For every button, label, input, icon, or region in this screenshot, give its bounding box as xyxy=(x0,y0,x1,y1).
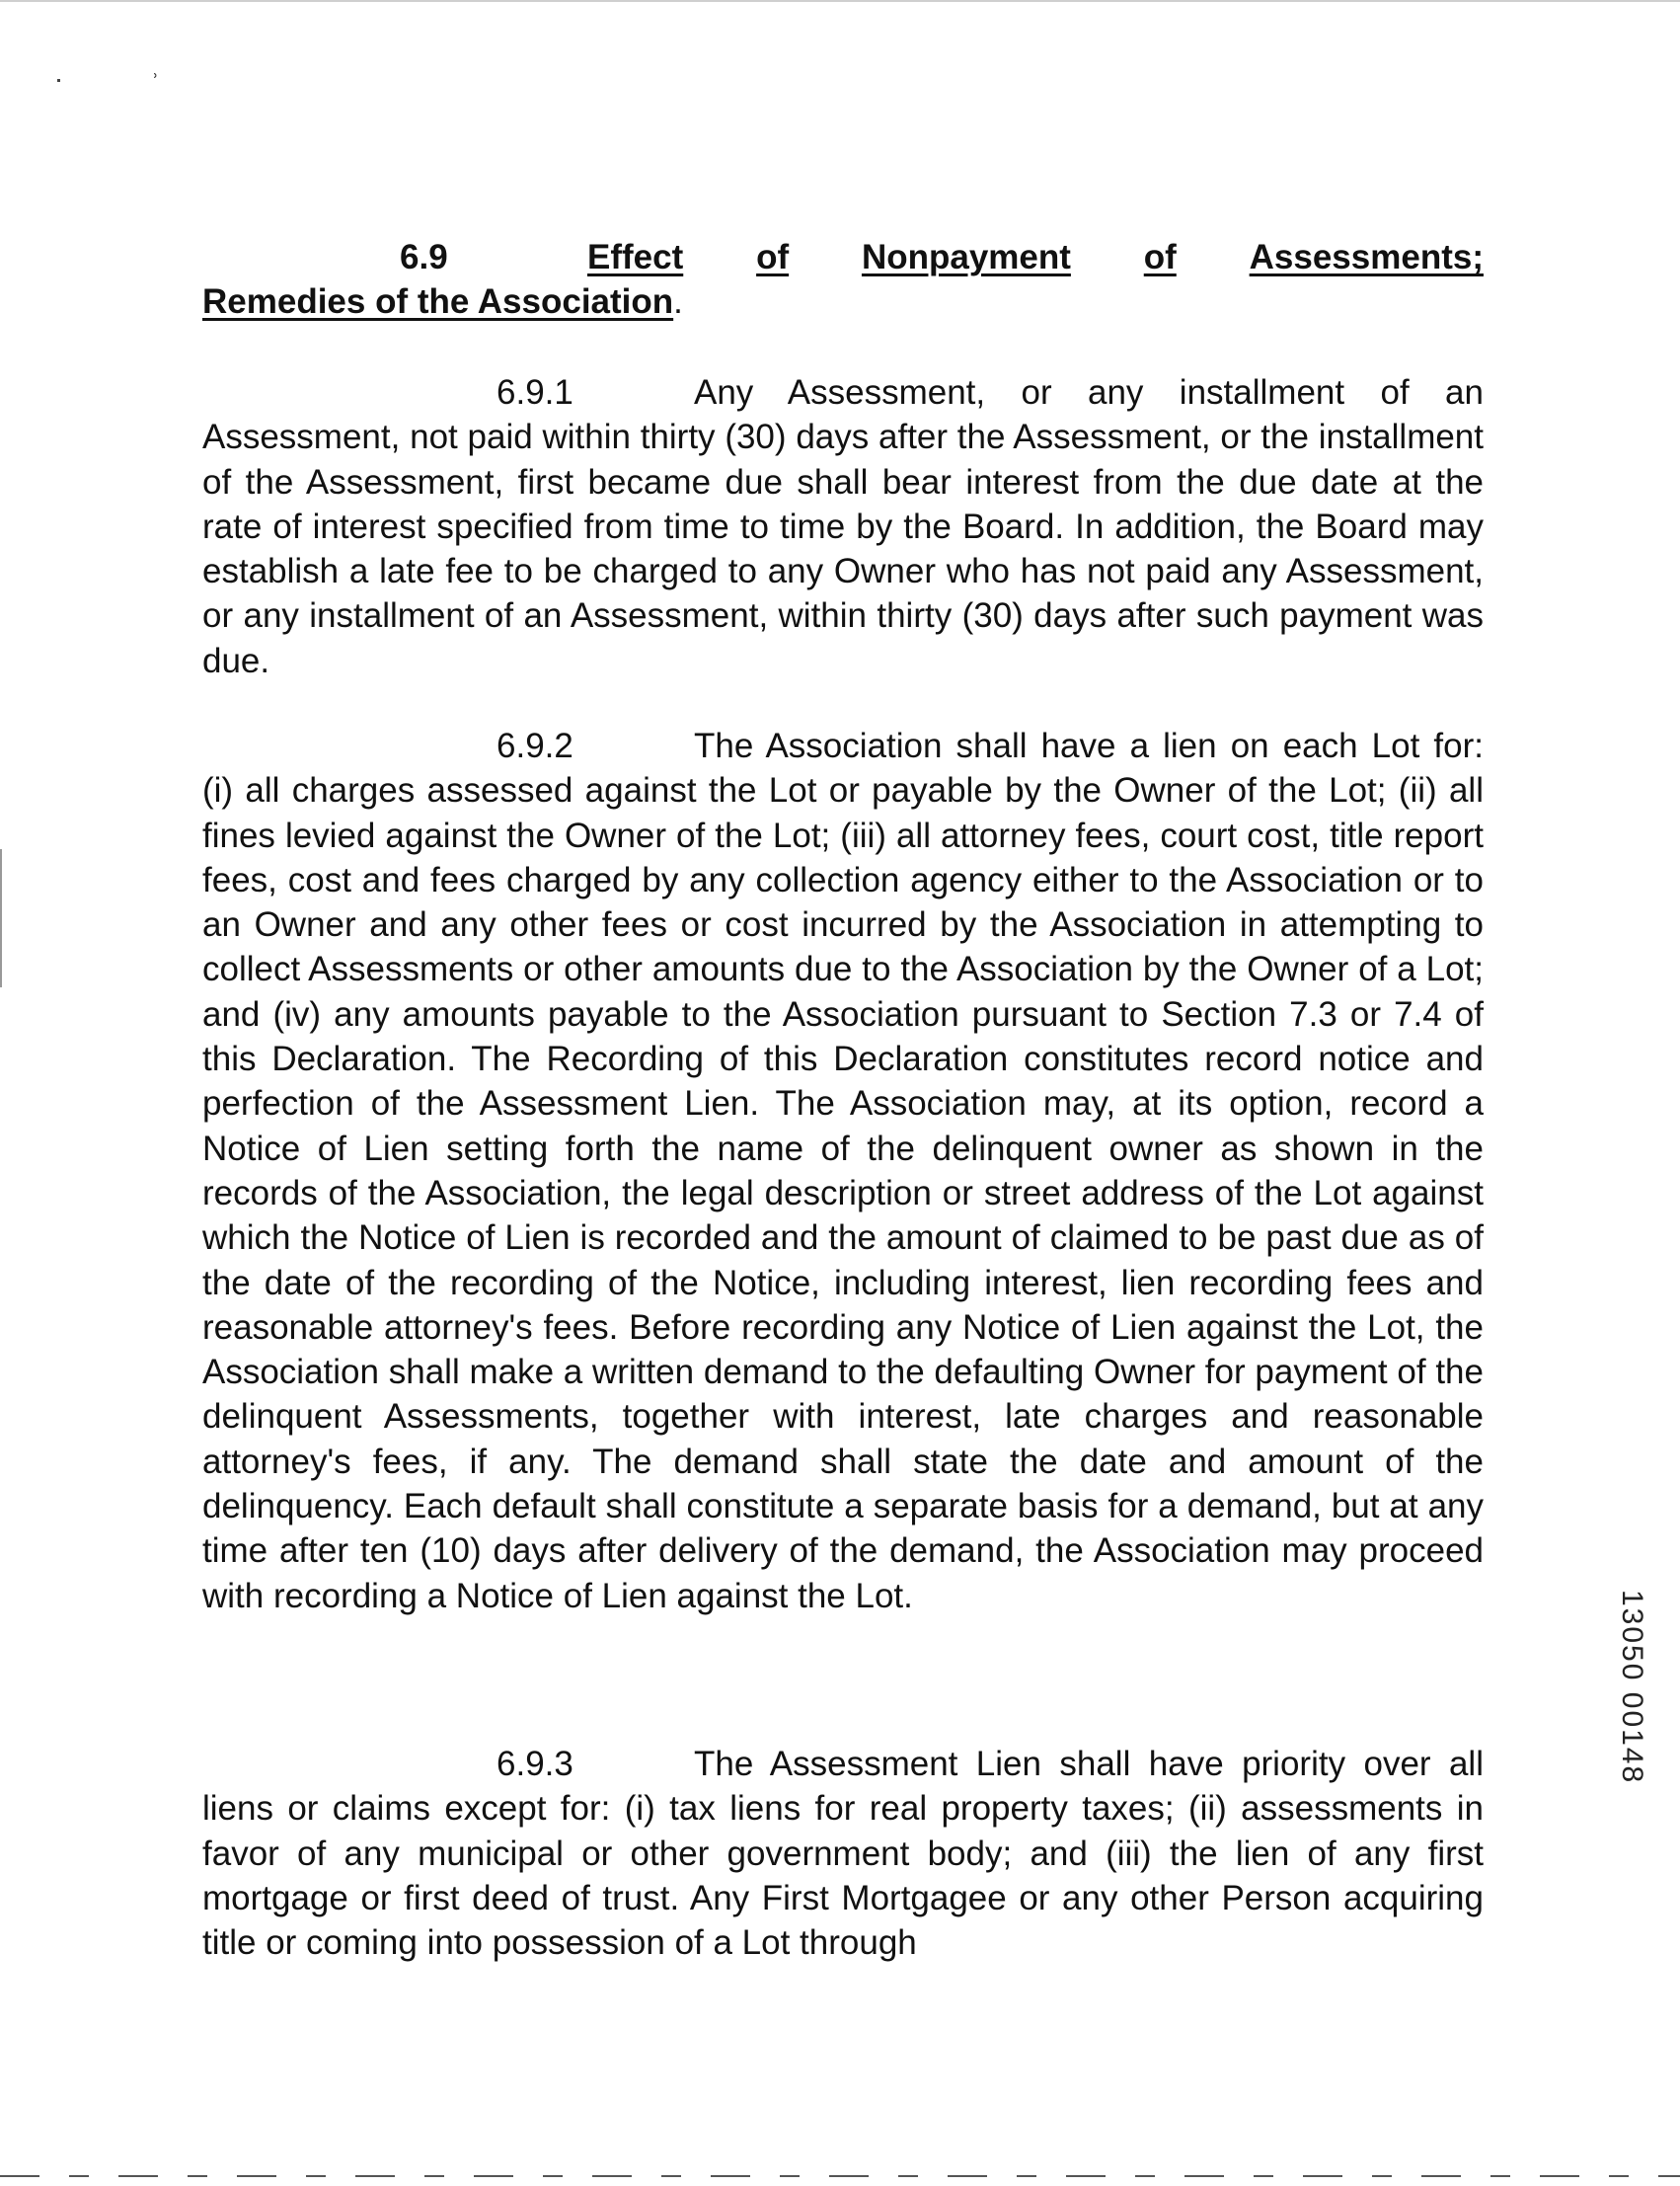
paragraph-6-9-3 xyxy=(202,1742,1484,1965)
paragraph-6-9-2 xyxy=(202,724,1484,1618)
heading-word: of xyxy=(756,238,790,276)
heading-word: of xyxy=(1143,238,1177,276)
section-heading xyxy=(202,235,1484,325)
heading-word: Effect xyxy=(587,238,684,276)
heading-title-line-2: Remedies of the Association xyxy=(202,282,674,322)
section-number: 6.9 xyxy=(400,238,448,276)
paragraph-text: The Assessment Lien shall have priority over all liens or claims except for: (i) tax liens for real property taxes; (ii) assessments in favor of any municipal or other government body; and (iii) the lien of any first mortgage or first deed of trust. Any First Mortgagee or any other Person acquiring title or coming into possession of a Lot through xyxy=(202,1745,1484,1963)
margin-mark: ʾ xyxy=(153,71,159,92)
heading-word: Nonpayment xyxy=(861,238,1071,276)
heading-line-2 xyxy=(202,279,1484,324)
paragraph-number: 6.9.2 xyxy=(496,727,573,765)
scan-bottom-edge xyxy=(0,2175,1680,2177)
heading-word: Assessments; xyxy=(1249,238,1484,276)
paragraph-number: 6.9.3 xyxy=(496,1745,573,1783)
heading-title-words xyxy=(587,235,1484,279)
scan-top-edge xyxy=(0,0,1680,2)
recording-number-stamp: 13050 00148 xyxy=(1616,1590,1648,1785)
scan-speck xyxy=(57,79,60,82)
heading-line-1 xyxy=(202,235,1484,279)
scan-left-edge-mark xyxy=(0,849,2,987)
paragraph-number: 6.9.1 xyxy=(496,373,573,412)
paragraph-text: Any Assessment, or any installment of an Assessment, not paid within thirty (30) days after the Assessment, or the installment of the Assessment, first became due shall bear interest from the due date at the rate of interest specified from time to time by the Board. In addition, the Board may establish a late fee to be charged to any Owner who has not paid any Assessment, or any installment of an Assessment, within thirty (30) days after such payment was due. xyxy=(202,373,1484,680)
heading-period: . xyxy=(673,282,683,322)
paragraph-6-9-1 xyxy=(202,370,1484,683)
paragraph-text: The Association shall have a lien on each Lot for: (i) all charges assessed against the Lot or payable by the Owner of the Lot; (ii) all fines levied against the Owner of the Lot; (iii) all attorney fees, court cost, title report fees, cost and fees charged by any collection agency either to the Association or to an Owner and any other fees or cost incurred by the Association in attempting to collect Assessments or other amounts due to the Association by the Owner of a Lot; and (iv) any amounts payable to the Association pursuant to Section 7.3 or 7.4 of this Declaration. The Recording of this Declaration constitutes record notice and perfection of the Assessment Lien. The Association may, at its option, record a Notice of Lien setting forth the name of the delinquent owner as shown in the records of the Association, the legal description or street address of the Lot against which the Notice of Lien is recorded and the amount of claimed to be past due as of the date of the recording of the Notice, including interest, lien recording fees and reasonable attorney's fees. Before recording any Notice of Lien against the Lot, the Association shall make a written demand to the defaulting Owner for payment of the delinquent Assessments, together with interest, late charges and reasonable attorney's fees, if any. The demand shall state the date and amount of the delinquency. Each default shall constitute a separate basis for a demand, but at any time after ten (10) days after delivery of the demand, the Association may proceed with recording a Notice of Lien against the Lot. xyxy=(202,727,1484,1615)
